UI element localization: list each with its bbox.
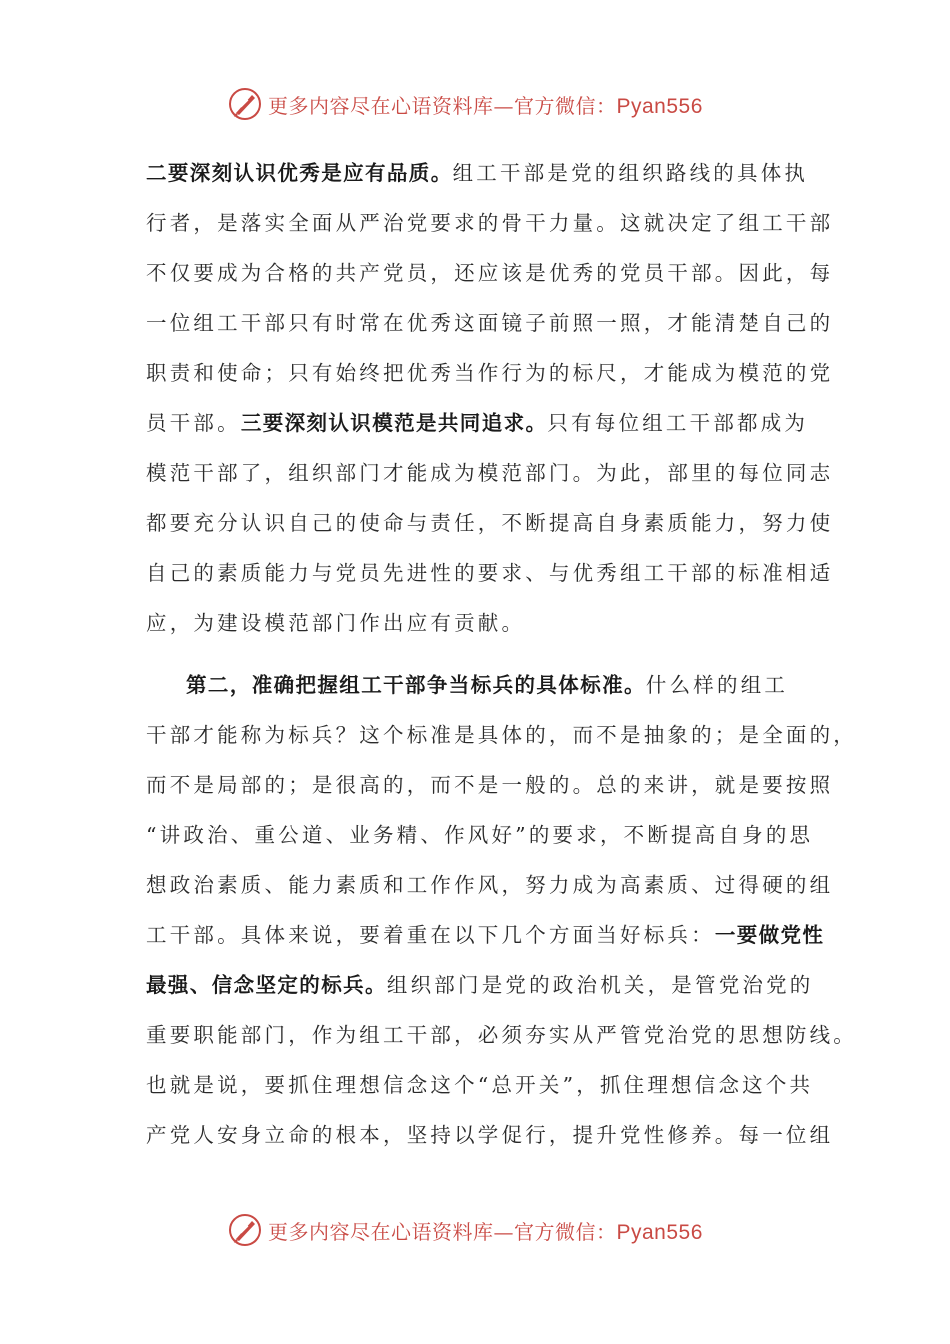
watermark-banner-top: [228, 84, 703, 124]
watermark-text: 更多内容尽在心语资料库—官方微信：Pyan556: [268, 93, 703, 118]
text-line: 而不是局部的；是很高的，而不是一般的。总的来讲，就是要按照: [146, 773, 834, 797]
text-line: 员干部。三要深刻认识模范是共同追求。只有每位组工干部都成为: [146, 411, 809, 435]
text-line: 想政治素质、能力素质和工作作风，努力成为高素质、过得硬的组: [146, 873, 834, 897]
text-line: 第二，准确把握组工干部争当标兵的具体标准。什么样的组工: [186, 673, 789, 697]
text-line: 不仅要成为合格的共产党员，还应该是优秀的党员干部。因此，每: [146, 261, 834, 285]
quill-logo-icon: [228, 87, 262, 121]
watermark-banner-bottom: [228, 1210, 703, 1250]
text-line: 都要充分认识自己的使命与责任，不断提高自身素质能力，努力使: [146, 511, 834, 535]
text-line: 产党人安身立命的根本，坚持以学促行，提升党性修养。每一位组: [146, 1123, 834, 1147]
text-line: 干部才能称为标兵？这个标准是具体的，而不是抽象的；是全面的，: [146, 723, 857, 747]
paragraph-2: [146, 660, 857, 1160]
quill-logo-icon: [228, 1213, 262, 1247]
text-line: 最强、信念坚定的标兵。组织部门是党的政治机关，是管党治党的: [146, 973, 814, 997]
text-line: 行者，是落实全面从严治党要求的骨干力量。这就决定了组工干部: [146, 211, 834, 235]
document-body: [146, 148, 857, 1160]
text-line: 工干部。具体来说，要着重在以下几个方面当好标兵：一要做党性: [146, 923, 825, 947]
text-line: 一位组工干部只有时常在优秀这面镜子前照一照，才能清楚自己的: [146, 311, 834, 335]
paragraph-1: [146, 148, 834, 648]
text-line: 模范干部了，组织部门才能成为模范部门。为此，部里的每位同志: [146, 461, 834, 485]
text-line: 也就是说，要抓住理想信念这个“总开关”，抓住理想信念这个共: [146, 1073, 814, 1097]
text-line: “讲政治、重公道、业务精、作风好”的要求，不断提高自身的思: [146, 823, 814, 847]
text-line: 职责和使命；只有始终把优秀当作行为的标尺，才能成为模范的党: [146, 361, 834, 385]
text-line: 应，为建设模范部门作出应有贡献。: [146, 611, 526, 635]
watermark-text: 更多内容尽在心语资料库—官方微信：Pyan556: [268, 1219, 703, 1244]
text-line: 二要深刻认识优秀是应有品质。组工干部是党的组织路线的具体执: [146, 161, 809, 185]
text-line: 自己的素质能力与党员先进性的要求、与优秀组工干部的标准相适: [146, 561, 834, 585]
text-line: 重要职能部门，作为组工干部，必须夯实从严管党治党的思想防线。: [146, 1023, 857, 1047]
